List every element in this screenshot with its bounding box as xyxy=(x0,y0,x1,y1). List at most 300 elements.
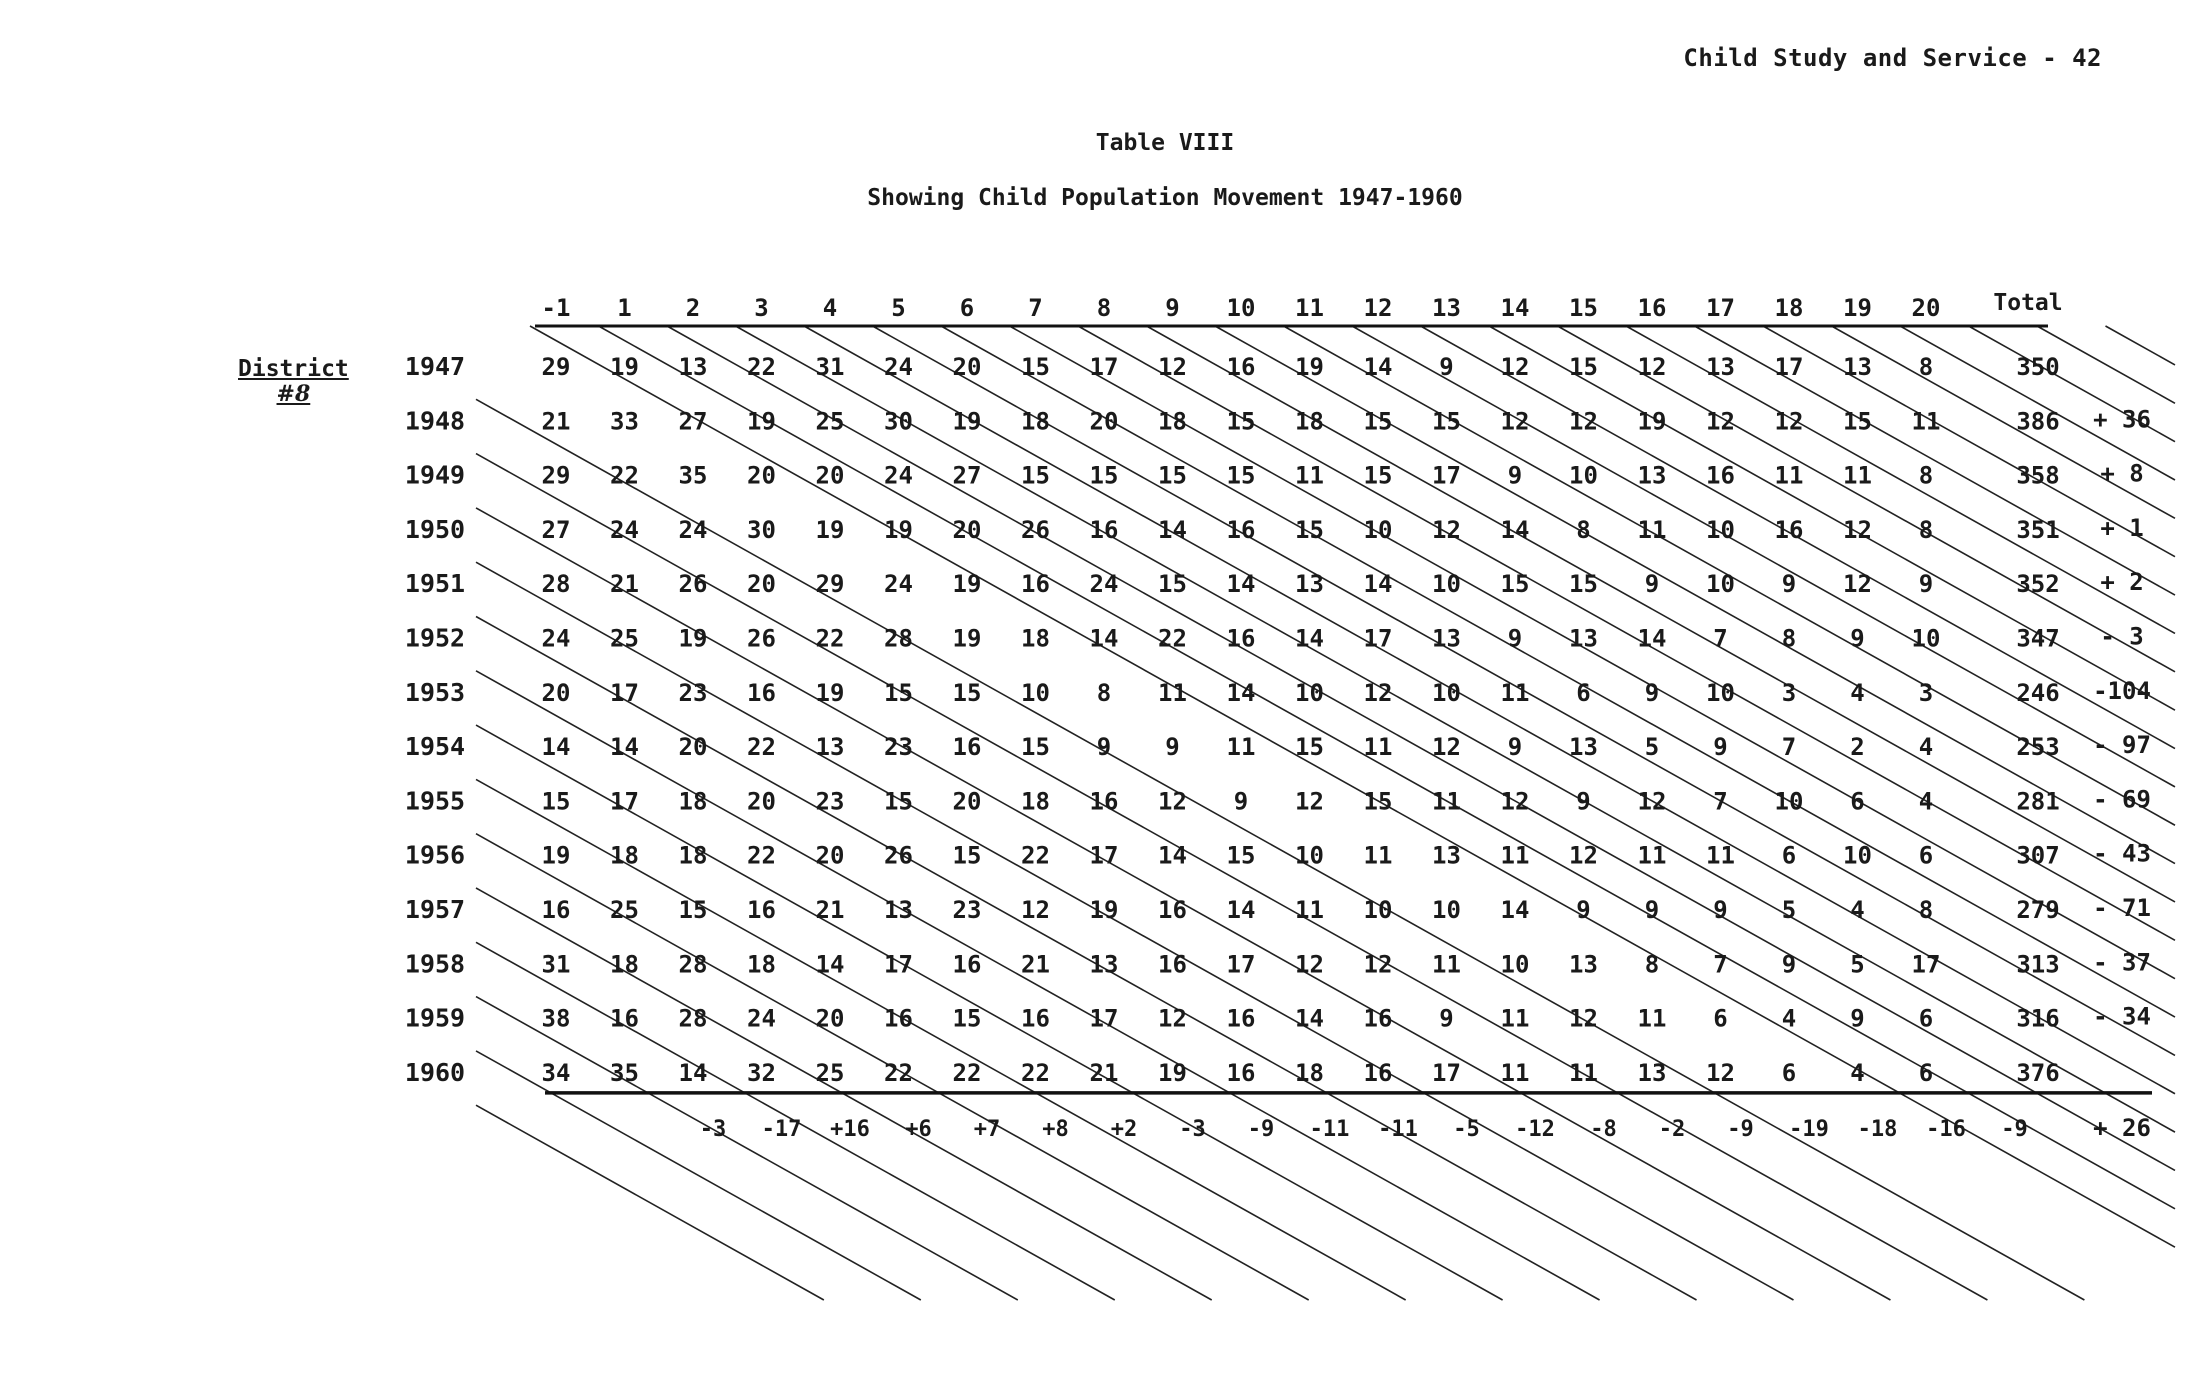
table-cell-value: 16 xyxy=(1226,1004,1256,1033)
table-cell-value: 12 xyxy=(1706,1058,1735,1087)
table-cell-value: 23 xyxy=(815,787,845,816)
table-cell-value: 20 xyxy=(747,787,776,816)
table-cell-value: 27 xyxy=(952,461,982,490)
table-cell-value: 10 xyxy=(1295,841,1324,870)
table-cell-value: 19 xyxy=(610,353,639,381)
table-cell-value: 12 xyxy=(1569,841,1598,870)
table-cell-value: 24 xyxy=(884,353,913,381)
cohort-change-value: +2 xyxy=(1110,1117,1138,1142)
row-year-label: 1958 xyxy=(404,949,466,979)
table-cell-value: 13 xyxy=(1843,353,1872,381)
column-header: 13 xyxy=(1432,294,1461,322)
table-cell-value: 6 xyxy=(1713,1004,1728,1033)
table-cell-value: 9 xyxy=(1850,624,1865,653)
table-cell-value: 21 xyxy=(610,570,639,599)
table-cell-value: 17 xyxy=(1774,353,1804,381)
cohort-diagonal-line xyxy=(476,562,1797,1300)
table-cell-value: 16 xyxy=(1021,1004,1050,1033)
table-cell-value: 9 xyxy=(1576,787,1591,816)
table-cell-value: 20 xyxy=(952,353,982,381)
table-cell-value: 20 xyxy=(678,733,708,762)
table-cell-value: 8 xyxy=(1576,515,1591,544)
table-cell-value: 17 xyxy=(1089,841,1119,870)
table-cell-value: 17 xyxy=(1226,950,1256,979)
table-cell-value: 15 xyxy=(1500,570,1530,599)
table-subtitle: Showing Child Population Movement 1947-1960 xyxy=(867,185,1463,211)
column-header: 18 xyxy=(1774,294,1804,322)
row-total-value: 386 xyxy=(2016,407,2060,436)
table-cell-value: 12 xyxy=(1021,896,1050,924)
table-cell-value: 14 xyxy=(1500,515,1530,544)
page-header-label: Child Study and Service - 42 xyxy=(1683,44,2102,72)
table-cell-value: 15 xyxy=(1569,570,1598,599)
row-total-value: 279 xyxy=(2016,896,2060,924)
cohort-diagonal-line xyxy=(736,326,2176,1132)
table-cell-value: 22 xyxy=(884,1058,913,1087)
table-cell-value: 9 xyxy=(1713,733,1728,762)
cohort-change-value: -9 xyxy=(1247,1117,1275,1142)
cohort-diagonal-line xyxy=(476,671,1600,1300)
table-cell-value: 18 xyxy=(1021,787,1050,816)
column-header: 5 xyxy=(891,294,906,322)
table-cell-value: 15 xyxy=(1226,461,1256,490)
table-cell-value: 8 xyxy=(1918,461,1934,490)
column-header: 16 xyxy=(1637,294,1667,322)
table-cell-value: 14 xyxy=(1295,624,1324,653)
table-cell-value: 15 xyxy=(1158,461,1187,490)
table-cell-value: 19 xyxy=(747,407,776,436)
table-cell-value: 9 xyxy=(1918,570,1934,599)
table-cell-value: 12 xyxy=(1363,678,1393,707)
row-change-value: - 97 xyxy=(2093,731,2151,760)
row-year-label: 1954 xyxy=(404,732,466,762)
table-cell-value: 6 xyxy=(1918,1058,1934,1087)
table-cell-value: 14 xyxy=(815,950,845,979)
table-cell-value: 18 xyxy=(678,787,708,816)
table-cell-value: 5 xyxy=(1850,950,1865,979)
table-cell-value: 10 xyxy=(1432,570,1461,599)
row-year-label: 1952 xyxy=(404,623,466,653)
table-cell-value: 18 xyxy=(747,950,776,979)
table-title: Table VIII xyxy=(1095,130,1235,156)
table-cell-value: 14 xyxy=(1500,896,1530,924)
table-cell-value: 28 xyxy=(884,624,913,653)
table-cell-value: 12 xyxy=(1158,353,1187,381)
table-cell-value: 13 xyxy=(1432,624,1461,653)
table-cell-value: 16 xyxy=(1226,353,1256,381)
table-cell-value: 17 xyxy=(1432,1058,1461,1087)
row-change-value: + 8 xyxy=(2100,459,2144,488)
table-cell-value: 20 xyxy=(747,461,776,490)
table-cell-value: 17 xyxy=(610,678,639,707)
table-cell-value: 8 xyxy=(1918,896,1934,924)
table-cell-value: 8 xyxy=(1781,624,1797,653)
table-cell-value: 20 xyxy=(952,787,982,816)
table-cell-value: 17 xyxy=(1363,624,1393,653)
cohort-diagonal-line xyxy=(1900,326,2175,480)
cohort-change-value: -12 xyxy=(1515,1117,1555,1142)
table-cell-value: 25 xyxy=(815,1058,845,1087)
table-cell-value: 17 xyxy=(1089,1004,1119,1033)
table-cell-value: 12 xyxy=(1295,950,1324,979)
table-cell-value: 25 xyxy=(610,624,639,653)
table-cell-value: 12 xyxy=(1637,787,1667,816)
table-cell-value: 13 xyxy=(1569,950,1598,979)
table-cell-value: 7 xyxy=(1781,733,1797,762)
table-cell-value: 22 xyxy=(1021,841,1050,870)
row-total-value: 350 xyxy=(2016,353,2060,381)
table-cell-value: 10 xyxy=(1569,461,1598,490)
column-header: 9 xyxy=(1165,294,1180,322)
table-cell-value: 28 xyxy=(678,1004,708,1033)
table-cell-value: 15 xyxy=(1021,353,1050,381)
table-cell-value: 13 xyxy=(1569,624,1598,653)
cohort-diagonal-line xyxy=(476,1051,921,1300)
table-cell-value: 9 xyxy=(1165,733,1180,762)
table-cell-value: 20 xyxy=(815,841,845,870)
row-total-value: 253 xyxy=(2016,733,2060,762)
table-cell-value: 11 xyxy=(1295,461,1324,490)
table-cell-value: 16 xyxy=(747,896,776,924)
total-change-value: + 26 xyxy=(2093,1114,2151,1142)
row-total-value: 352 xyxy=(2016,570,2060,599)
table-cell-value: 18 xyxy=(1021,624,1050,653)
table-cell-value: 11 xyxy=(1432,787,1461,816)
table-cell-value: 12 xyxy=(1500,407,1530,436)
table-cell-value: 13 xyxy=(1637,1058,1667,1087)
table-cell-value: 22 xyxy=(1021,1058,1050,1087)
table-cell-value: 23 xyxy=(952,896,982,924)
table-cell-value: 22 xyxy=(747,733,776,762)
table-cell-value: 23 xyxy=(884,733,913,762)
cohort-change-value: +16 xyxy=(830,1117,870,1142)
table-cell-value: 15 xyxy=(678,896,708,924)
table-cell-value: 21 xyxy=(1021,950,1050,979)
table-cell-value: 15 xyxy=(1226,407,1256,436)
row-year-label: 1960 xyxy=(404,1057,466,1087)
row-total-value: 347 xyxy=(2016,624,2060,653)
table-cell-value: 15 xyxy=(1226,841,1256,870)
table-cell-value: 15 xyxy=(1295,733,1324,762)
cohort-change-value: +7 xyxy=(973,1117,1001,1142)
table-cell-value: 28 xyxy=(678,950,708,979)
table-cell-value: 13 xyxy=(1295,570,1324,599)
column-header: -1 xyxy=(541,294,571,322)
table-cell-value: 11 xyxy=(1295,896,1324,924)
table-cell-value: 10 xyxy=(1432,896,1461,924)
table-cell-value: 15 xyxy=(1089,461,1119,490)
table-cell-value: 12 xyxy=(1158,1004,1187,1033)
row-year-label: 1957 xyxy=(404,895,466,924)
table-cell-value: 9 xyxy=(1850,1004,1865,1033)
table-cell-value: 8 xyxy=(1918,353,1934,381)
cohort-change-value: -2 xyxy=(1658,1117,1686,1142)
row-total-value: 307 xyxy=(2016,841,2060,870)
table-cell-value: 21 xyxy=(1089,1058,1119,1087)
table-cell-value: 18 xyxy=(1295,1058,1324,1087)
column-header: 10 xyxy=(1226,294,1256,322)
district-number: #8 xyxy=(276,381,311,408)
column-header: 3 xyxy=(754,294,769,322)
table-cell-value: 16 xyxy=(1089,515,1119,544)
column-header: 17 xyxy=(1706,294,1735,322)
table-cell-value: 10 xyxy=(1706,570,1735,599)
table-cell-value: 11 xyxy=(1500,678,1530,707)
table-cell-value: 25 xyxy=(815,407,845,436)
table-cell-value: 31 xyxy=(815,353,845,381)
cohort-change-value: -3 xyxy=(699,1117,727,1142)
row-change-value: - 69 xyxy=(2093,785,2151,814)
row-total-value: 313 xyxy=(2016,950,2060,979)
table-cell-value: 11 xyxy=(1363,841,1393,870)
table-cell-value: 19 xyxy=(678,624,708,653)
row-year-label: 1947 xyxy=(404,352,466,381)
table-cell-value: 9 xyxy=(1644,678,1660,707)
table-cell-value: 3 xyxy=(1918,678,1934,707)
total-column-header: Total xyxy=(1993,290,2063,316)
table-cell-value: 18 xyxy=(1021,407,1050,436)
table-cell-value: 20 xyxy=(541,678,571,707)
table-cell-value: 25 xyxy=(610,896,639,924)
column-header: 14 xyxy=(1500,294,1530,322)
table-cell-value: 4 xyxy=(1918,733,1934,762)
table-cell-value: 9 xyxy=(1644,570,1660,599)
table-cell-value: 22 xyxy=(747,353,776,381)
table-cell-value: 17 xyxy=(884,950,913,979)
table-cell-value: 8 xyxy=(1644,950,1660,979)
table-cell-value: 18 xyxy=(678,841,708,870)
table-cell-value: 15 xyxy=(1295,515,1324,544)
table-cell-value: 10 xyxy=(1774,787,1804,816)
table-cell-value: 11 xyxy=(1637,841,1667,870)
column-header: 19 xyxy=(1843,294,1872,322)
table-cell-value: 22 xyxy=(815,624,845,653)
table-cell-value: 8 xyxy=(1918,515,1934,544)
table-cell-value: 18 xyxy=(610,841,639,870)
table-cell-value: 29 xyxy=(541,461,571,490)
table-cell-value: 21 xyxy=(541,407,571,436)
table-cell-value: 15 xyxy=(884,787,913,816)
table-cell-value: 15 xyxy=(1432,407,1461,436)
table-cell-value: 15 xyxy=(952,678,982,707)
table-cell-value: 14 xyxy=(1363,353,1393,381)
table-cell-value: 15 xyxy=(1021,733,1050,762)
table-cell-value: 20 xyxy=(815,1004,845,1033)
table-cell-value: 10 xyxy=(1021,678,1050,707)
table-cell-value: 30 xyxy=(747,515,776,544)
table-cell-value: 29 xyxy=(541,353,571,381)
table-cell-value: 4 xyxy=(1850,896,1865,924)
table-cell-value: 9 xyxy=(1096,733,1112,762)
row-year-label: 1950 xyxy=(404,514,466,544)
table-cell-value: 14 xyxy=(1158,841,1187,870)
table-cell-value: 34 xyxy=(541,1058,571,1087)
table-cell-value: 15 xyxy=(952,1004,982,1033)
table-cell-value: 11 xyxy=(1706,841,1735,870)
table-cell-value: 22 xyxy=(747,841,776,870)
table-cell-value: 16 xyxy=(610,1004,639,1033)
row-change-value: - 3 xyxy=(2100,622,2144,651)
table-cell-value: 16 xyxy=(1363,1058,1393,1087)
table-cell-value: 12 xyxy=(1569,407,1598,436)
column-header: 8 xyxy=(1096,294,1112,322)
table-cell-value: 15 xyxy=(1363,461,1393,490)
table-cell-value: 11 xyxy=(1774,461,1804,490)
row-year-label: 1949 xyxy=(404,460,466,490)
table-cell-value: 19 xyxy=(1089,896,1119,924)
table-cell-value: 16 xyxy=(1706,461,1735,490)
table-cell-value: 35 xyxy=(610,1058,639,1087)
table-cell-value: 10 xyxy=(1363,896,1393,924)
row-year-label: 1953 xyxy=(404,677,466,707)
cohort-change-value: -5 xyxy=(1453,1117,1480,1142)
table-cell-value: 13 xyxy=(1706,353,1735,381)
table-cell-value: 14 xyxy=(1295,1004,1324,1033)
table-cell-value: 26 xyxy=(1021,515,1050,544)
table-cell-value: 30 xyxy=(884,407,913,436)
table-cell-value: 12 xyxy=(1569,1004,1598,1033)
table-cell-value: 9 xyxy=(1713,896,1728,924)
table-cell-value: 16 xyxy=(747,678,776,707)
table-cell-value: 21 xyxy=(815,896,845,924)
table-cell-value: 14 xyxy=(1637,624,1667,653)
row-change-value: - 43 xyxy=(2093,839,2151,868)
table-cell-value: 26 xyxy=(747,624,776,653)
table-cell-value: 11 xyxy=(1226,733,1256,762)
table-cell-value: 11 xyxy=(1843,461,1872,490)
table-cell-value: 12 xyxy=(1637,353,1667,381)
table-cell-value: 35 xyxy=(678,461,708,490)
column-header: 6 xyxy=(959,294,975,322)
table-cell-value: 12 xyxy=(1432,733,1461,762)
row-change-value: - 71 xyxy=(2093,894,2151,922)
table-cell-value: 20 xyxy=(1089,407,1119,436)
table-cell-value: 16 xyxy=(1774,515,1804,544)
cohort-change-value: -3 xyxy=(1179,1117,1206,1142)
table-cell-value: 13 xyxy=(678,353,708,381)
cohort-diagonal-line xyxy=(941,326,2175,1017)
row-total-value: 376 xyxy=(2016,1058,2060,1087)
table-cell-value: 38 xyxy=(541,1004,571,1033)
table-cell-value: 16 xyxy=(1089,787,1119,816)
table-cell-value: 24 xyxy=(541,624,571,653)
row-year-label: 1959 xyxy=(404,1003,466,1033)
table-cell-value: 19 xyxy=(884,515,913,544)
table-cell-value: 6 xyxy=(1850,787,1865,816)
table-cell-value: 9 xyxy=(1233,787,1249,816)
row-year-label: 1948 xyxy=(404,406,466,436)
table-cell-value: 11 xyxy=(1500,841,1530,870)
cohort-change-value: -11 xyxy=(1309,1117,1350,1142)
table-cell-value: 29 xyxy=(815,570,845,599)
table-cell-value: 19 xyxy=(1295,353,1324,381)
table-cell-value: 7 xyxy=(1713,624,1728,653)
table-cell-value: 11 xyxy=(1637,515,1667,544)
table-cell-value: 14 xyxy=(678,1058,708,1087)
table-cell-value: 12 xyxy=(1158,787,1187,816)
column-header: 15 xyxy=(1569,294,1598,322)
table-cell-value: 19 xyxy=(1158,1058,1187,1087)
table-cell-value: 11 xyxy=(1432,950,1461,979)
row-change-value: + 1 xyxy=(2100,513,2144,542)
table-cell-value: 15 xyxy=(884,678,913,707)
table-cell-value: 6 xyxy=(1781,1058,1797,1087)
cohort-diagonal-line xyxy=(476,997,1018,1300)
table-cell-value: 9 xyxy=(1781,950,1797,979)
table-cell-value: 12 xyxy=(1363,950,1393,979)
table-cell-value: 19 xyxy=(952,407,982,436)
cohort-change-value: -11 xyxy=(1378,1117,1418,1142)
table-cell-value: 15 xyxy=(541,787,571,816)
row-change-value: + 36 xyxy=(2093,405,2151,434)
table-cell-value: 16 xyxy=(952,733,982,762)
row-total-value: 246 xyxy=(2016,678,2060,707)
table-cell-value: 12 xyxy=(1432,515,1461,544)
row-total-value: 316 xyxy=(2016,1004,2060,1033)
table-cell-value: 17 xyxy=(1089,353,1119,381)
table-cell-value: 9 xyxy=(1507,624,1523,653)
table-cell-value: 11 xyxy=(1569,1058,1598,1087)
table-cell-value: 15 xyxy=(1158,570,1187,599)
row-change-value: + 2 xyxy=(2100,568,2144,597)
table-cell-value: 16 xyxy=(541,896,571,924)
table-cell-value: 4 xyxy=(1850,678,1865,707)
table-cell-value: 10 xyxy=(1706,678,1735,707)
table-cell-value: 19 xyxy=(541,841,571,870)
table-cell-value: 11 xyxy=(1911,407,1941,436)
table-cell-value: 6 xyxy=(1918,841,1934,870)
column-header: 12 xyxy=(1363,294,1393,322)
table-cell-value: 19 xyxy=(815,515,845,544)
table-cell-value: 27 xyxy=(541,515,571,544)
table-cell-value: 11 xyxy=(1637,1004,1667,1033)
row-total-value: 358 xyxy=(2016,461,2060,490)
table-cell-value: 28 xyxy=(541,570,571,599)
table-cell-value: 24 xyxy=(884,570,913,599)
column-header: 1 xyxy=(617,294,632,322)
table-cell-value: 27 xyxy=(678,407,708,436)
table-cell-value: 17 xyxy=(610,787,639,816)
column-header: 7 xyxy=(1028,294,1043,322)
row-year-label: 1956 xyxy=(404,840,466,870)
table-cell-value: 16 xyxy=(1226,624,1256,653)
table-cell-value: 23 xyxy=(678,678,708,707)
table-cell-value: 8 xyxy=(1096,678,1112,707)
table-cell-value: 11 xyxy=(1158,678,1187,707)
table-cell-value: 13 xyxy=(1089,950,1119,979)
row-total-value: 351 xyxy=(2016,515,2060,544)
table-cell-value: 14 xyxy=(1089,624,1119,653)
table-cell-value: 9 xyxy=(1439,1004,1454,1033)
cohort-change-value: -9 xyxy=(2001,1117,2028,1142)
cohort-change-value: -16 xyxy=(1926,1117,1966,1142)
row-change-value: - 37 xyxy=(2093,948,2151,977)
table-cell-value: 9 xyxy=(1644,896,1660,924)
column-header: 2 xyxy=(685,294,701,322)
table-cell-value: 4 xyxy=(1850,1058,1865,1087)
table-cell-value: 18 xyxy=(610,950,639,979)
table-cell-value: 22 xyxy=(952,1058,982,1087)
table-cell-value: 33 xyxy=(610,407,639,436)
table-cell-value: 14 xyxy=(610,733,639,762)
table-cell-value: 12 xyxy=(1774,407,1804,436)
table-cell-value: 10 xyxy=(1843,841,1872,870)
row-change-value: - 34 xyxy=(2093,1002,2151,1031)
cohort-change-value: -17 xyxy=(761,1117,802,1142)
table-cell-value: 9 xyxy=(1507,461,1523,490)
table-cell-value: 11 xyxy=(1363,733,1393,762)
table-cell-value: 10 xyxy=(1432,678,1461,707)
